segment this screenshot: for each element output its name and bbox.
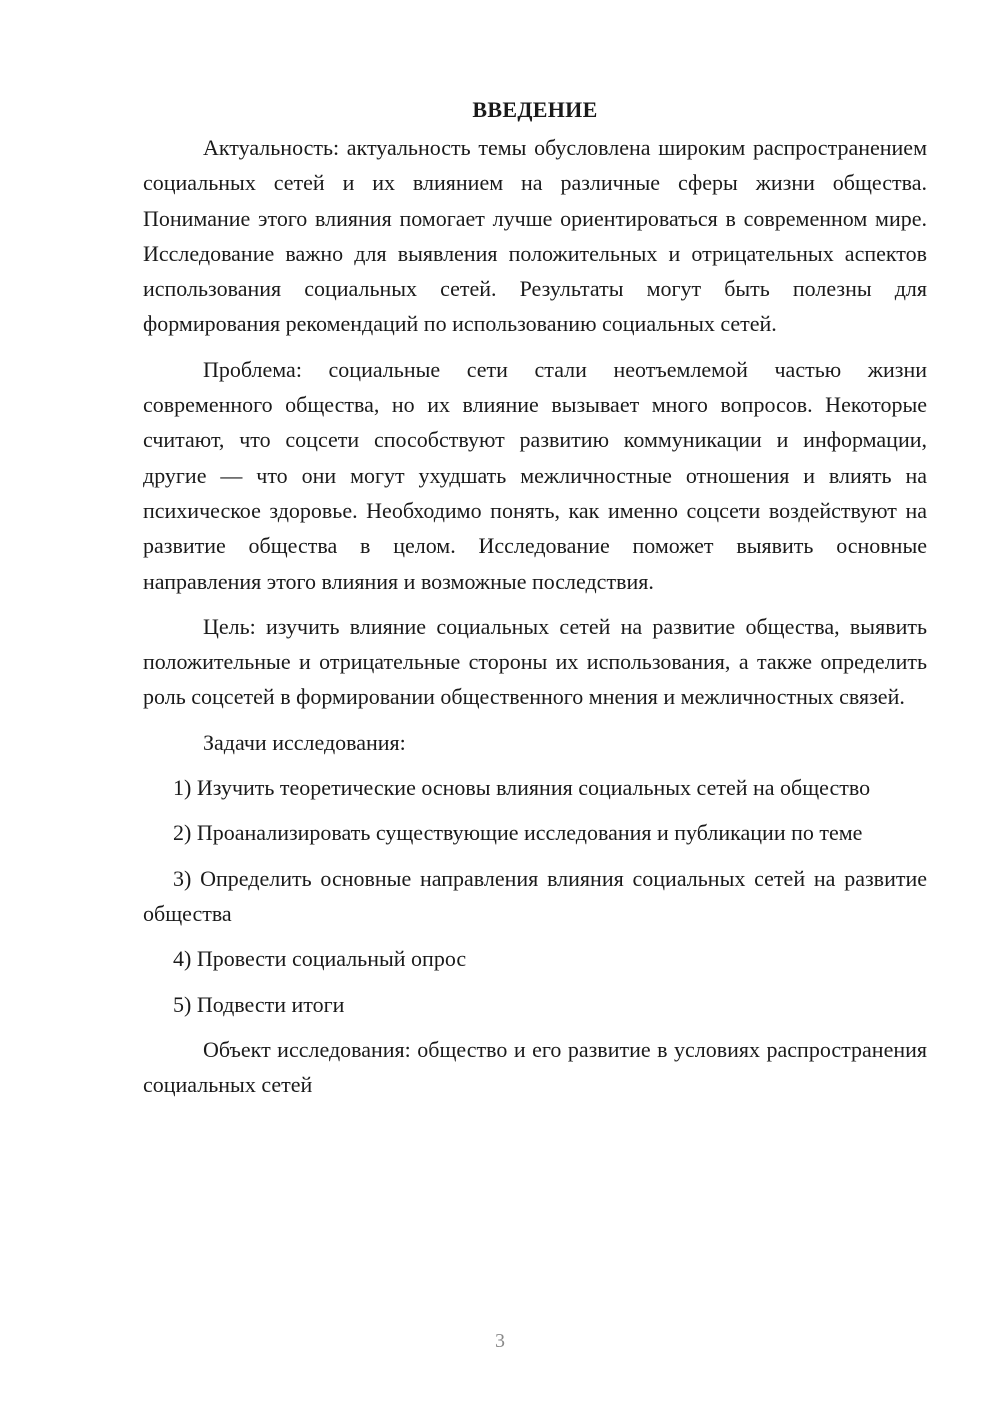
task-item-2: 2) Проанализировать существующие исследования и публикации по теме bbox=[173, 820, 863, 846]
task-item-5: 5) Подвести итоги bbox=[173, 991, 345, 1017]
document-title: ВВЕДЕНИЕ bbox=[472, 97, 598, 122]
document-page bbox=[143, 92, 927, 1112]
task-item-1: 1) Изучить теоретические основы влияния социальных сетей на общество bbox=[173, 775, 871, 801]
task-item-3: 3) Определить основные направления влияния социальных сетей на развитие общества bbox=[143, 865, 927, 926]
paragraph-problem: Проблема: социальные сети стали неотъемлемой частью жизни современного общества, но их влияние вызывает много вопросов. Некоторые считают, что соцсети способствуют развитию коммуникации и информации, другие — что они могут ухудшать межличностные отношения и влиять на психическое здоровье. Необходимо понять, как именно соцсети воздействуют на развитие общества в целом. Исследование поможет выявить основные направления этого влияния и возможные последствия. bbox=[143, 356, 927, 594]
paragraph-goal: Цель: изучить влияние социальных сетей на развитие общества, выявить положительные и отрицательные стороны их использования, а также определить роль соцсетей в формировании общественного мнения и межличностных связей. bbox=[143, 613, 927, 710]
tasks-heading: Задачи исследования: bbox=[203, 729, 406, 755]
task-item-4: 4) Провести социальный опрос bbox=[173, 946, 467, 972]
paragraph-relevance: Актуальность: актуальность темы обусловлена широким распространением социальных сетей и их влиянием на различные сферы жизни общества. Понимание этого влияния помогает лучше ориентироваться в современном мире. Исследование важно для выявления положительных и отрицательных аспектов использования социальных сетей. Результаты могут быть полезны для формирования рекомендаций по использованию социальных сетей. bbox=[143, 135, 927, 337]
paragraph-object: Объект исследования: общество и его развитие в условиях распространения социальных сетей bbox=[143, 1036, 927, 1098]
page-number: 3 bbox=[495, 1330, 505, 1352]
